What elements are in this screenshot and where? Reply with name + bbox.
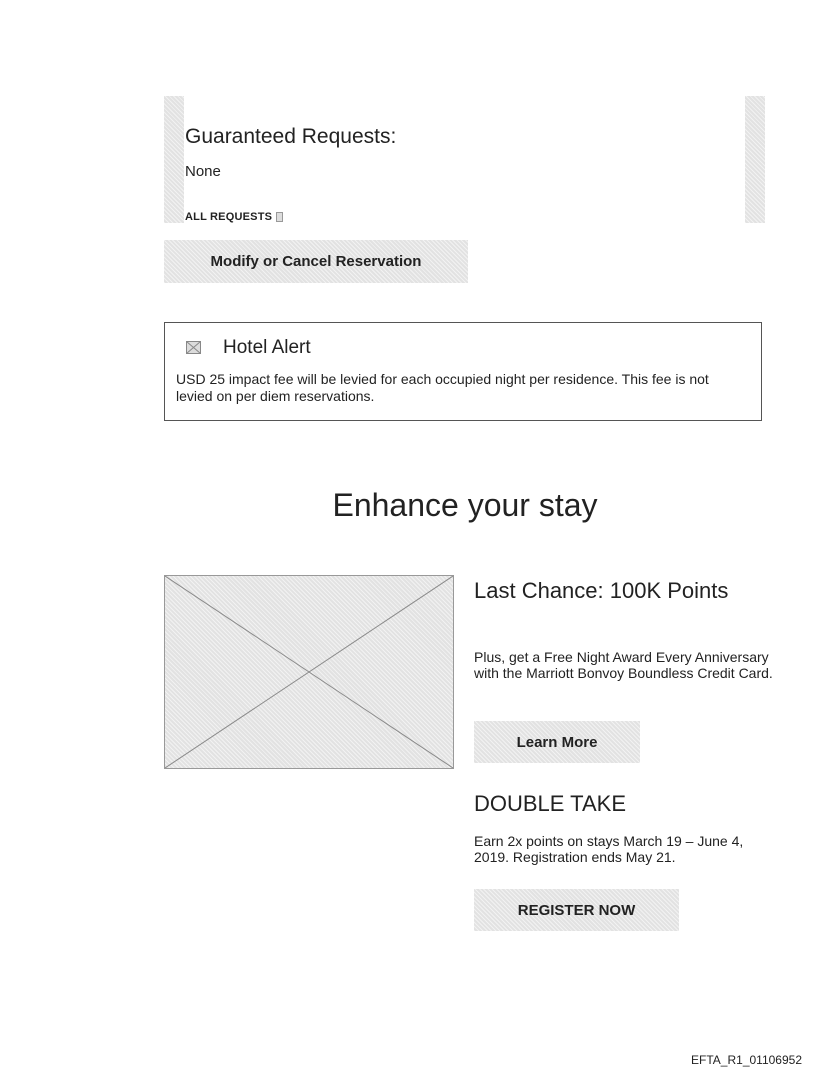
hotel-alert-message: USD 25 impact fee will be levied for each occupied night per residence. This fee is not levied on per diem reservations. bbox=[176, 371, 709, 404]
image-placeholder-icon bbox=[164, 575, 454, 769]
left-decorative-strip bbox=[164, 96, 184, 223]
promo-text-last-chance: Plus, get a Free Night Award Every Anniversary with the Marriott Bonvoy Boundless Credit Card. bbox=[474, 649, 773, 681]
promo-title-double-take: DOUBLE TAKE bbox=[474, 791, 627, 816]
hotel-alert-box bbox=[164, 322, 762, 421]
modify-or-cancel-reservation-button[interactable]: Modify or Cancel Reservation bbox=[164, 240, 468, 283]
guaranteed-requests-heading: Guaranteed Requests: bbox=[185, 125, 397, 148]
expand-icon bbox=[276, 212, 283, 222]
image-placeholder-cross bbox=[165, 576, 453, 768]
promo-title-last-chance: Last Chance: 100K Points bbox=[474, 578, 729, 603]
guaranteed-requests-value: None bbox=[185, 163, 221, 180]
broken-image-icon bbox=[186, 341, 201, 354]
right-decorative-strip bbox=[745, 96, 765, 223]
all-requests-link[interactable] bbox=[185, 211, 283, 223]
promo-text-double-take: Earn 2x points on stays March 19 – June 4, 2019. Registration ends May 21. bbox=[474, 833, 744, 865]
hotel-alert-title: Hotel Alert bbox=[223, 337, 311, 358]
document-id: EFTA_R1_01106952 bbox=[691, 1053, 802, 1067]
enhance-your-stay-heading: Enhance your stay bbox=[332, 487, 598, 523]
learn-more-button[interactable]: Learn More bbox=[474, 721, 640, 763]
all-requests-label: ALL REQUESTS bbox=[185, 211, 273, 223]
register-now-button[interactable]: REGISTER NOW bbox=[474, 889, 679, 931]
